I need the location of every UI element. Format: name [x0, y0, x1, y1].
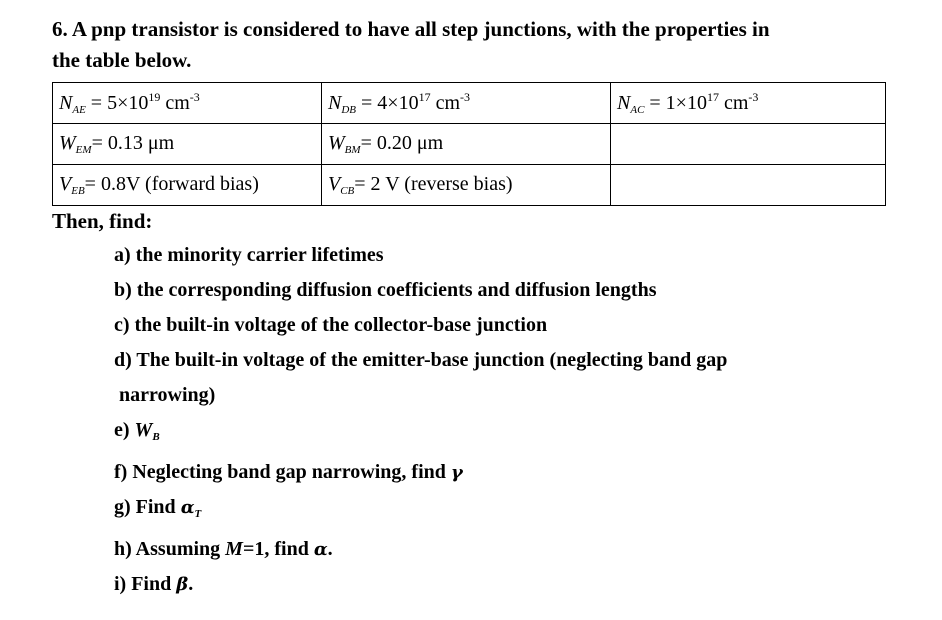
heading-line-2: the table below.	[52, 48, 192, 72]
table-row	[53, 124, 886, 165]
table-cell-veb: $V_{EB}= 0.8V$ (forward bias)	[53, 165, 322, 206]
alpha-symbol: α	[313, 539, 328, 560]
table-cell-wbm: $W_{BM}= 0.20$ μm	[322, 124, 611, 165]
heading-line-1: 6. A pnp transistor is considered to have all step junctions, with the properties in	[52, 17, 770, 41]
list-item-g: g) Find $\alpha_T$	[114, 496, 202, 520]
table-cell-nac: $N_{AC} = 1\times 10^{17}$ $cm^{-3}$	[611, 83, 886, 124]
then-find-label: Then, find:	[52, 209, 153, 233]
list-item-c: c) the built-in voltage of the collector-base junction	[114, 314, 548, 336]
gamma-symbol: γ	[450, 462, 463, 483]
list-item-b: b) the corresponding diffusion coefficients and diffusion lengths	[114, 279, 657, 301]
properties-table	[52, 82, 886, 206]
table-cell-vcb: $V_{CB}= 2$ V (reverse bias)	[322, 165, 611, 206]
table-cell-nae: $N_{AE} = 5\times 10^{19}$ $cm^{-3}$	[53, 83, 322, 124]
list-item-e: e) $W_B$	[114, 419, 160, 443]
table-row	[53, 83, 886, 124]
list-item-f: f) Neglecting band gap narrowing, find γ	[114, 461, 463, 483]
table-cell-wem: $W_{EM}= 0.13$ μm	[53, 124, 322, 165]
question-list	[114, 238, 894, 602]
problem-heading	[52, 14, 912, 76]
list-item-d: d) The built-in voltage of the emitter-base junction (neglecting band gap	[114, 349, 728, 371]
list-item-i: i) Find β.	[114, 573, 194, 595]
list-item-a: a) the minority carrier lifetimes	[114, 244, 384, 266]
alpha-t-symbol: α	[180, 497, 195, 518]
table-cell-empty	[611, 124, 886, 165]
list-item-d-continued: narrowing)	[119, 384, 216, 406]
beta-symbol: β	[176, 574, 189, 595]
table-cell-ndb: $N_{DB} = 4\times 10^{17}$ $cm^{-3}$	[322, 83, 611, 124]
table-cell-empty	[611, 165, 886, 206]
list-item-h: h) Assuming M=1, find α.	[114, 538, 333, 560]
table-row	[53, 165, 886, 206]
wb-symbol: W	[134, 419, 153, 441]
